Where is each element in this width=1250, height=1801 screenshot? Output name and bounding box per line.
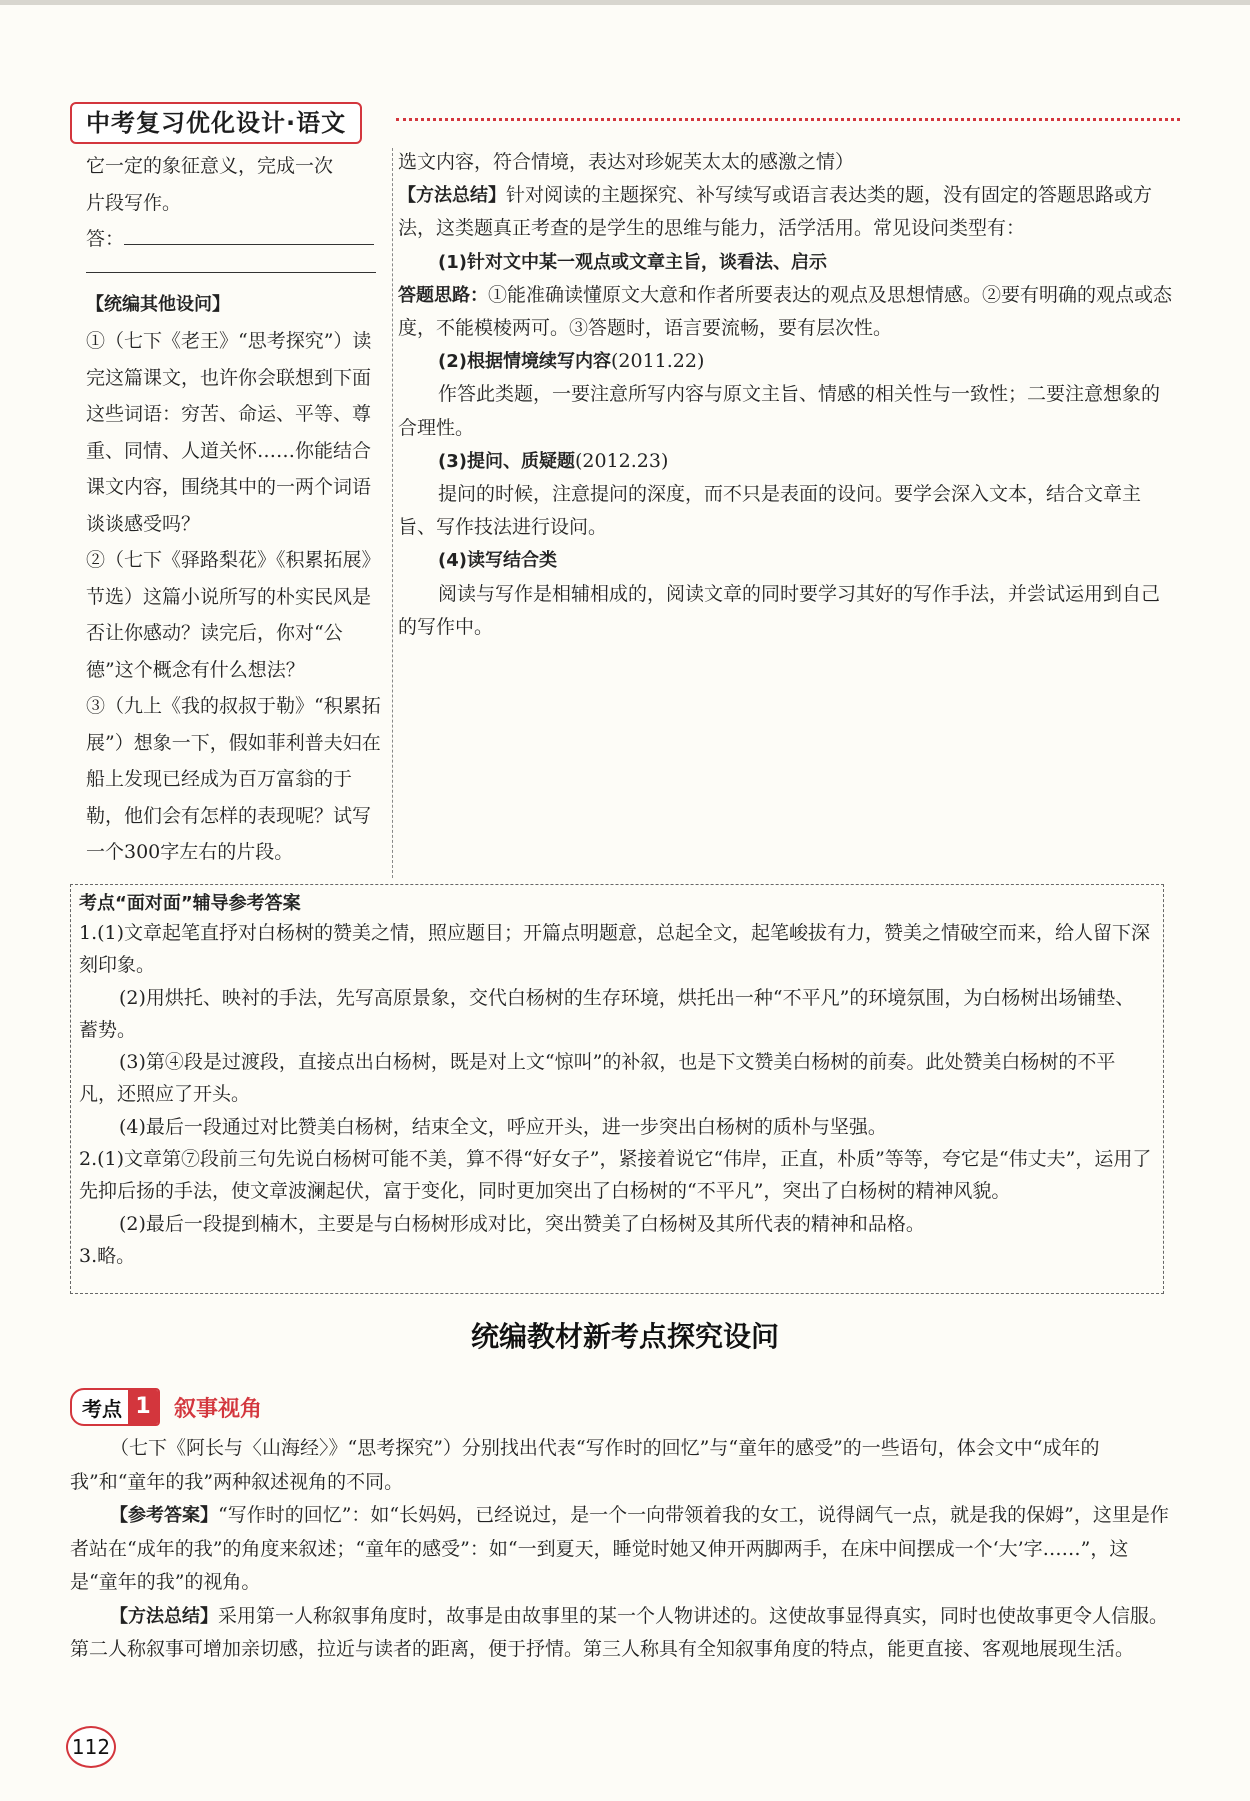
type-text: ①能准确读懂原文大意和作者所要表达的观点及思想情感。②要有明确的观点或态度，不能模棱两可。③答题时，语言要流畅，要有层次性。 [398,283,1173,340]
method-label: 【方法总结】 [110,1605,218,1627]
type-body [398,279,1174,345]
answer-line: (2)用烘托、映衬的手法，先写高原景象，交代白杨树的生存环境，烘托出一种“不平凡”的环境氛围，为白杨树出场铺垫、蓄势。 [79,986,1135,1041]
answer-line: (2)最后一段提到楠木，主要是与白杨树形成对比，突出赞美了白杨树及其所代表的精神和品格。 [119,1212,925,1235]
type-heading-row [398,345,1174,378]
reference-label: 【参考答案】 [110,1505,218,1526]
answer-blank [124,222,374,245]
type-text: 作答此类题，一要注意所写内容与原文主旨、情感的相关性与一致性；二要注意想象的合理性。 [398,383,1161,439]
kaodian-label: 考点 [82,1396,122,1421]
kaodian-title: 叙事视角 [174,1396,263,1422]
intro-line: 它一定的象征意义，完成一次 [86,155,334,177]
answer-line: 2.(1)文章第⑦段前三句先说白杨树可能不美，算不得“好女子”，紧接着说它“伟岸，正直，朴质”等等，夸它是“伟丈夫”，运用了先抑后扬的手法，使文章波澜起伏，富于变化，同时更加突出了白杨树的“不平凡”，突出了白杨树的精神风貌。 [79,1148,1152,1203]
intro-line: 片段写作。 [86,191,182,214]
question-item: ①（七下《老王》“思考探究”）读完这篇课文，也许你会联想到下面这些词语：穷苦、命运、平等、尊重、同情、人道关怀……你能结合课文内容，围绕其中的一两个词语谈谈感受吗？ [86,330,372,535]
question-item: ②（七下《驿路梨花》《积累拓展》节选）这篇小说所写的朴实民风是否让你感动？读完后，你对“公德”这个概念有什么想法？ [86,549,381,681]
top-border [0,0,1250,5]
kaodian-badge [70,1388,160,1426]
type-heading: (1)针对文中某一观点或文章主旨，谈看法、启示 [438,251,827,273]
right-column [398,146,1174,644]
type-heading: (4)读写结合类 [438,550,557,572]
header-dotted-rule [396,118,1180,121]
header-title: 中考复习优化设计·语文 [70,102,362,144]
answer-line: 1.(1)文章起笔直抒对白杨树的赞美之情，照应题目；开篇点明题意，总起全文，起笔峻拔有力，赞美之情破空而来，给人留下深刻印象。 [79,922,1151,977]
answer-key-title: 考点“面对面”辅导参考答案 [79,893,301,914]
page-header [70,102,1180,144]
type-year: (2012.23) [574,449,669,472]
kaodian-tag [70,1390,262,1424]
section-heading: 【统编其他设问】 [86,293,230,315]
type-label: 答题思路： [398,284,488,306]
left-column [86,148,386,871]
method-summary [70,1600,1170,1667]
answer-line: (3)第④段是过渡段，直接点出白杨树，既是对上文“惊叫”的补叙，也是下文赞美白杨树的前奏。此处赞美白杨树的不平凡，还照应了开头。 [79,1051,1116,1106]
kaodian-body [70,1432,1170,1667]
type-heading: (2)根据情境续写内容 [438,351,611,373]
type-heading: (3)提问、质疑题 [438,450,575,472]
type-heading-row [398,445,1174,478]
method-label: 【方法总结】 [398,185,506,207]
answer-label: 答： [86,228,125,250]
method-text: 采用第一人称叙事角度时，故事是由故事里的某一个人物讲述的。这使故事显得真实，同时也使故事更令人信服。第二人称叙事可增加亲切感，拉近与读者的距离，便于抒情。第三人称具有全知叙事角度的特点，能更直接、客观地展现生活。 [70,1604,1169,1660]
answer-row [86,221,386,258]
answer-line: 3.略。 [79,1244,136,1267]
section-title: 统编教材新考点探究设问 [470,1320,779,1353]
reference-text: “写作时的回忆”：如“长妈妈，已经说过，是一个一向带领着我的女工，说得阔气一点，就是我的保姆”，这里是作者站在“成年的我”的角度来叙述；“童年的感受”：如“一到夏天，睡觉时她又伸开两脚两手，在床中间摆成一个‘大’字……”，这是“童年的我”的视角。 [70,1504,1169,1593]
page-number: 112 [66,1726,116,1768]
top-line: 选文内容，符合情境，表达对珍妮芙太太的感激之情） [398,151,855,173]
type-text: 提问的时候，注意提问的深度，而不只是表面的设问。要学会深入文本，结合文章主旨、写作技法进行设问。 [398,483,1142,539]
answer-line: (4)最后一段通过对比赞美白杨树，结束全文，呼应开头，进一步突出白杨树的质朴与坚强。 [119,1115,887,1138]
type-year: (2011.22) [610,350,705,373]
method-summary [398,179,1174,245]
answer-blank-line [86,258,376,273]
column-divider [392,148,393,878]
method-text: 针对阅读的主题探究、补写续写或语言表达类的题，没有固定的答题思路或方法，这类题真正考查的是学生的思维与能力，活学活用。常见设问类型有： [398,184,1153,240]
question-item: ③（九上《我的叔叔于勒》“积累拓展”）想象一下，假如菲利普夫妇在船上发现已经成为百万富翁的于勒，他们会有怎样的表现呢？试写一个300字左右的片段。 [86,695,381,863]
type-text: 阅读与写作是相辅相成的，阅读文章的同时要学习其好的写作手法，并尝试运用到自己的写作中。 [398,582,1161,638]
question-text: （七下《阿长与〈山海经〉》“思考探究”）分别找出代表“写作时的回忆”与“童年的感受”的一些语句，体会文中“成年的我”和“童年的我”两种叙述视角的不同。 [70,1437,1100,1493]
reference-answer [70,1499,1170,1600]
kaodian-number: 1 [128,1390,158,1424]
answer-key-box [70,884,1164,1294]
